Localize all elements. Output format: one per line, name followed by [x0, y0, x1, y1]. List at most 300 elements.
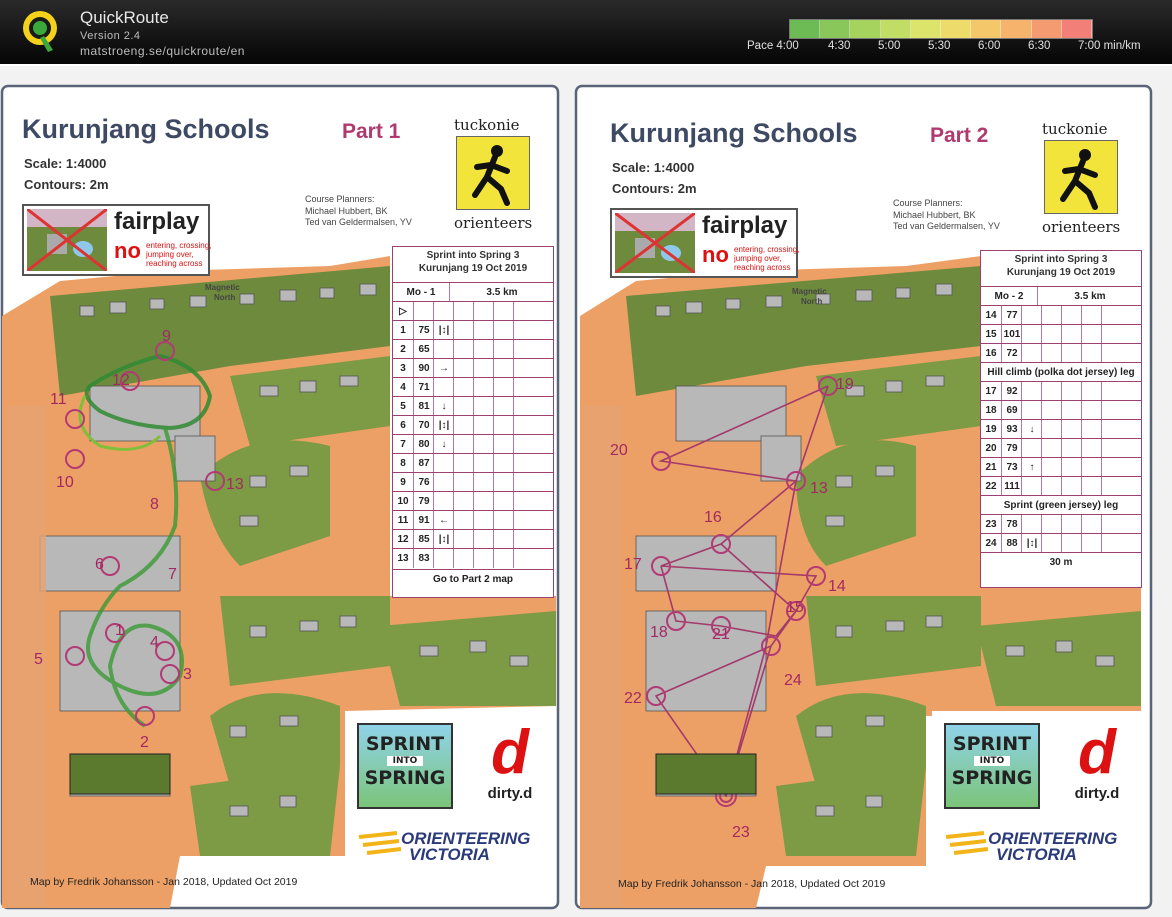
map-title: Kurunjang Schools — [610, 118, 858, 148]
control-label: 17 — [624, 556, 642, 573]
control-row — [393, 301, 553, 321]
control-symbol-cell — [453, 549, 474, 568]
fairplay-box — [22, 204, 210, 276]
control-symbol-cell — [473, 492, 494, 511]
control-symbol-cell — [473, 473, 494, 492]
control-code: 79 — [1001, 439, 1022, 458]
control-symbol-cell — [473, 340, 494, 359]
control-label: 11 — [50, 391, 67, 408]
control-symbol-cell — [513, 530, 554, 549]
control-label: 9 — [162, 328, 171, 345]
control-code: 92 — [1001, 382, 1022, 401]
pace-label: 7:00 min/km — [1078, 40, 1141, 52]
control-symbol-cell — [493, 416, 514, 435]
course-length: 3.5 km — [449, 283, 554, 302]
planner-name: Michael Hubbert, BK — [893, 210, 976, 220]
control-direction: |↕| — [433, 321, 454, 340]
control-code: 91 — [413, 511, 434, 530]
control-direction: ↓ — [1021, 420, 1042, 439]
control-label: 2 — [140, 734, 149, 751]
control-symbol-cell — [1081, 534, 1102, 553]
pace-color-swatch — [820, 20, 850, 38]
planners-label: Course Planners: — [893, 198, 963, 208]
control-symbol-cell — [1061, 325, 1082, 344]
control-row — [393, 415, 553, 435]
sponsor-text: SPRING — [364, 767, 446, 789]
club-name-top: tuckonie — [454, 116, 520, 134]
control-symbol-cell — [513, 302, 554, 321]
ov-text: ORIENTEERING — [988, 829, 1118, 848]
control-symbol-cell — [493, 511, 514, 530]
control-row — [981, 476, 1141, 496]
fairplay-note: jumping over, — [146, 250, 194, 259]
control-symbol-cell — [473, 549, 494, 568]
fairplay-forbidden-icon — [27, 209, 107, 271]
map-scale: Scale: 1:4000 — [24, 156, 107, 171]
control-symbol-cell — [1061, 477, 1082, 496]
control-symbol-cell — [1081, 439, 1102, 458]
control-row — [981, 419, 1141, 439]
control-symbol-cell — [513, 378, 554, 397]
event-name: Sprint into Spring 3 — [1014, 254, 1108, 265]
control-symbol-cell — [513, 511, 554, 530]
pace-color-swatch — [790, 20, 820, 38]
control-code: 93 — [1001, 420, 1022, 439]
control-symbol-cell — [1101, 401, 1142, 420]
control-symbol-cell — [453, 378, 474, 397]
control-direction: ↓ — [433, 435, 454, 454]
control-label: 1 — [115, 622, 124, 639]
control-symbol-cell — [1041, 306, 1062, 325]
fairplay-note: jumping over, — [734, 254, 782, 263]
control-row — [981, 400, 1141, 420]
control-direction — [433, 549, 454, 568]
control-direction — [433, 454, 454, 473]
control-symbol-cell — [1081, 325, 1102, 344]
course-code: Mo - 2 — [994, 291, 1024, 302]
control-number: 19 — [985, 424, 997, 435]
control-symbol-cell — [1061, 534, 1082, 553]
control-symbol-cell — [1041, 439, 1062, 458]
control-row — [393, 453, 553, 473]
pace-label: 5:00 — [878, 40, 901, 52]
control-symbol-cell — [473, 511, 494, 530]
event-name: Sprint into Spring 3 — [426, 250, 520, 261]
pace-color-swatch — [911, 20, 941, 38]
control-symbol-cell — [1061, 382, 1082, 401]
map-footer: Map by Fredrik Johansson - Jan 2018, Updated Oct 2019 — [30, 876, 298, 888]
control-code: 73 — [1001, 458, 1022, 477]
control-direction — [1021, 515, 1042, 534]
sprint-into-spring-logo — [944, 723, 1040, 809]
control-label: 13 — [810, 480, 828, 497]
pace-color-swatch — [1001, 20, 1031, 38]
pace-color-swatch — [881, 20, 911, 38]
control-row — [981, 324, 1141, 344]
control-code: 69 — [1001, 401, 1022, 420]
control-number: 10 — [397, 496, 409, 507]
control-symbol-cell — [453, 302, 474, 321]
app-header — [0, 0, 1172, 64]
app-url[interactable]: matstroeng.se/quickroute/en — [80, 44, 245, 58]
north-label: Magnetic — [792, 287, 827, 296]
control-symbol-cell — [1041, 477, 1062, 496]
control-label: 3 — [183, 666, 192, 683]
control-symbol-cell — [473, 302, 494, 321]
control-row — [393, 396, 553, 416]
pace-color-swatch — [941, 20, 971, 38]
control-row — [393, 339, 553, 359]
map-footer: Map by Fredrik Johansson - Jan 2018, Updated Oct 2019 — [618, 878, 886, 890]
pace-color-swatch — [850, 20, 880, 38]
north-label: North — [214, 293, 236, 302]
control-number: 14 — [985, 310, 997, 321]
control-symbol-cell — [1061, 515, 1082, 534]
control-label: 14 — [828, 578, 846, 595]
control-row — [393, 358, 553, 378]
control-number: 8 — [400, 458, 406, 469]
control-symbol-cell — [1061, 306, 1082, 325]
control-symbol-cell — [513, 321, 554, 340]
control-code: 79 — [413, 492, 434, 511]
control-symbol-cell — [453, 492, 474, 511]
control-code: 70 — [413, 416, 434, 435]
control-symbol-cell — [513, 416, 554, 435]
control-row — [981, 305, 1141, 325]
control-number: 11 — [397, 515, 409, 526]
control-row — [393, 434, 553, 454]
control-label: 23 — [732, 824, 750, 841]
control-code: 85 — [413, 530, 434, 549]
control-symbol-cell — [453, 397, 474, 416]
control-symbol-cell — [473, 454, 494, 473]
pace-color-scale — [789, 19, 1093, 39]
control-symbol-cell — [493, 435, 514, 454]
fairplay-note: reaching across — [734, 263, 791, 272]
pace-label: Pace 4:00 — [747, 40, 799, 52]
sponsor-panel — [345, 711, 552, 871]
control-label: 5 — [34, 651, 43, 668]
fairplay-no: no — [702, 242, 729, 267]
control-direction: ↑ — [1021, 458, 1042, 477]
pace-label: 5:30 — [928, 40, 951, 52]
finish-distance: 30 m — [1049, 557, 1073, 568]
sponsor-text: INTO — [974, 756, 1010, 766]
ov-swoosh-icon — [944, 829, 989, 859]
control-number: 4 — [400, 382, 406, 393]
app-title: QuickRoute — [80, 8, 169, 27]
dirty-d-logo: d dirty.d — [1062, 721, 1132, 802]
control-symbol-cell — [453, 416, 474, 435]
runner-logo-icon — [1044, 140, 1118, 214]
control-symbol-cell — [513, 340, 554, 359]
control-row — [981, 381, 1141, 401]
control-code: 72 — [1001, 344, 1022, 363]
control-code: 71 — [413, 378, 434, 397]
leg-label-hill: Hill climb (polka dot jersey) leg — [987, 367, 1135, 378]
sponsor-text: SPRING — [951, 767, 1033, 789]
control-number: 3 — [400, 363, 406, 374]
control-symbol-cell — [1041, 420, 1062, 439]
ov-swoosh-icon — [357, 829, 402, 859]
control-number: 13 — [397, 553, 409, 564]
runner-logo-icon — [456, 136, 530, 210]
control-symbol-cell — [493, 302, 514, 321]
control-direction: ← — [433, 511, 454, 530]
control-number: 6 — [400, 420, 406, 431]
control-symbol-cell — [513, 549, 554, 568]
control-label: 8 — [150, 496, 159, 513]
course-length: 3.5 km — [1037, 287, 1142, 306]
control-symbol-cell — [493, 492, 514, 511]
control-symbol-cell — [1041, 534, 1062, 553]
pace-color-swatch — [1062, 20, 1092, 38]
control-symbol-cell — [493, 321, 514, 340]
control-symbol-cell — [1061, 420, 1082, 439]
control-code: 101 — [1001, 325, 1022, 344]
fairplay-note: reaching across — [146, 259, 203, 268]
control-label: 7 — [168, 566, 177, 583]
control-symbol-cell — [493, 454, 514, 473]
control-row — [393, 529, 553, 549]
control-row — [981, 514, 1141, 534]
quickroute-logo-icon — [20, 8, 60, 54]
control-symbol-cell — [513, 492, 554, 511]
app-version: Version 2.4 — [80, 30, 141, 42]
planner-name: Ted van Geldermalsen, YV — [893, 221, 1000, 231]
control-code: 90 — [413, 359, 434, 378]
map-sheet-part-2[interactable] — [566, 66, 1172, 917]
control-direction: ↓ — [433, 397, 454, 416]
sponsor-panel — [932, 711, 1139, 871]
control-symbol-cell — [1101, 515, 1142, 534]
control-symbol-cell — [493, 397, 514, 416]
control-symbol-cell — [1081, 477, 1102, 496]
control-direction — [1021, 439, 1042, 458]
map-part: Part 1 — [342, 120, 401, 143]
control-symbol-cell — [1081, 382, 1102, 401]
control-symbol-cell — [1101, 344, 1142, 363]
map-contours: Contours: 2m — [24, 177, 109, 192]
pace-label: 6:30 — [1028, 40, 1051, 52]
control-label: 13 — [226, 476, 244, 493]
control-row — [981, 533, 1141, 553]
fairplay-box — [610, 208, 798, 278]
control-row — [393, 548, 553, 568]
control-number: 24 — [985, 538, 997, 549]
control-symbol-cell — [453, 340, 474, 359]
control-label: 24 — [784, 672, 802, 689]
control-symbol-cell — [453, 321, 474, 340]
fairplay-label: fairplay — [702, 212, 788, 239]
control-row — [981, 457, 1141, 477]
control-label: 6 — [95, 556, 104, 573]
control-direction: |↕| — [1021, 534, 1042, 553]
sponsor-text: SPRINT — [952, 733, 1032, 755]
control-symbol-cell — [1101, 306, 1142, 325]
control-direction — [1021, 344, 1042, 363]
control-row — [393, 320, 553, 340]
control-code: 83 — [413, 549, 434, 568]
control-symbol-cell — [1101, 382, 1142, 401]
control-direction — [433, 340, 454, 359]
ov-text: VICTORIA — [996, 845, 1077, 864]
fairplay-note: entering, crossing, — [734, 245, 800, 254]
control-symbol-cell — [1101, 477, 1142, 496]
dirty-d-text: dirty.d — [1074, 785, 1120, 802]
control-symbol-cell — [453, 435, 474, 454]
control-code — [413, 302, 434, 321]
control-label: 4 — [150, 634, 159, 651]
planner-name: Michael Hubbert, BK — [305, 206, 388, 216]
control-label: 19 — [836, 376, 854, 393]
control-label: 10 — [56, 474, 74, 491]
control-symbol-cell — [473, 321, 494, 340]
control-symbol-cell — [1081, 344, 1102, 363]
control-label: 12 — [112, 372, 130, 389]
control-symbol-cell — [1061, 439, 1082, 458]
control-symbol-cell — [513, 359, 554, 378]
control-symbol-cell — [493, 340, 514, 359]
leg-label-sprint: Sprint (green jersey) leg — [1003, 500, 1119, 511]
control-symbol-cell — [1081, 420, 1102, 439]
control-symbol-cell — [513, 454, 554, 473]
control-symbol-cell — [1041, 325, 1062, 344]
control-code: 111 — [1001, 477, 1022, 496]
control-descriptions — [392, 246, 554, 598]
control-number: 2 — [400, 344, 406, 355]
control-direction — [433, 378, 454, 397]
control-symbol-cell — [1041, 382, 1062, 401]
control-label: 20 — [610, 442, 628, 459]
event-date: Kurunjang 19 Oct 2019 — [1006, 267, 1116, 278]
control-code: 76 — [413, 473, 434, 492]
sponsor-text: INTO — [387, 756, 423, 766]
fairplay-no: no — [114, 238, 141, 263]
planner-name: Ted van Geldermalsen, YV — [305, 217, 412, 227]
control-row — [393, 472, 553, 492]
control-code: 77 — [1001, 306, 1022, 325]
control-symbol-cell — [473, 416, 494, 435]
control-symbol-cell — [453, 530, 474, 549]
control-symbol-cell — [1081, 515, 1102, 534]
map-scale: Scale: 1:4000 — [612, 160, 695, 175]
control-symbol-cell — [1061, 401, 1082, 420]
control-symbol-cell — [473, 359, 494, 378]
control-label: 21 — [712, 626, 730, 643]
control-label: 16 — [704, 509, 722, 526]
control-direction — [1021, 382, 1042, 401]
club-name-bottom: orienteers — [454, 214, 533, 232]
control-symbol-cell — [513, 435, 554, 454]
dirty-d-text: dirty.d — [487, 785, 533, 802]
control-number: 18 — [985, 405, 997, 416]
control-number: 16 — [985, 348, 997, 359]
control-row — [981, 343, 1141, 363]
control-symbol-cell — [1101, 325, 1142, 344]
control-number: 23 — [985, 519, 997, 530]
pace-label: 4:30 — [828, 40, 851, 52]
control-row — [393, 510, 553, 530]
north-label: Magnetic — [205, 283, 240, 292]
planners-label: Course Planners: — [305, 194, 375, 204]
control-direction: |↕| — [433, 416, 454, 435]
control-direction: → — [433, 359, 454, 378]
control-symbol-cell — [453, 454, 474, 473]
control-code: 78 — [1001, 515, 1022, 534]
control-direction: |↕| — [433, 530, 454, 549]
control-direction — [1021, 325, 1042, 344]
control-direction — [433, 302, 454, 321]
control-symbol-cell — [1061, 458, 1082, 477]
control-symbol-cell — [493, 473, 514, 492]
map-title: Kurunjang Schools — [22, 114, 270, 144]
control-code: 80 — [413, 435, 434, 454]
ov-text: VICTORIA — [409, 845, 490, 864]
control-label: 18 — [650, 624, 668, 641]
pace-color-swatch — [971, 20, 1001, 38]
control-direction — [433, 473, 454, 492]
control-label: 15 — [786, 599, 804, 616]
control-symbol-cell — [1101, 420, 1142, 439]
control-number: 7 — [400, 439, 406, 450]
fairplay-forbidden-icon — [615, 213, 695, 273]
map-contours: Contours: 2m — [612, 181, 697, 196]
control-code: 88 — [1001, 534, 1022, 553]
control-symbol-cell — [1081, 306, 1102, 325]
club-name-top: tuckonie — [1042, 120, 1108, 138]
control-symbol-cell — [1041, 458, 1062, 477]
control-symbol-cell — [453, 511, 474, 530]
finish-note: Go to Part 2 map — [432, 574, 513, 585]
control-symbol-cell — [493, 359, 514, 378]
control-direction — [1021, 401, 1042, 420]
control-symbol-cell — [493, 549, 514, 568]
control-symbol-cell — [453, 473, 474, 492]
fairplay-note: entering, crossing, — [146, 241, 212, 250]
control-direction — [1021, 306, 1042, 325]
control-number: 20 — [985, 443, 997, 454]
control-number: 22 — [985, 481, 997, 492]
control-symbol-cell — [1101, 439, 1142, 458]
control-code: 75 — [413, 321, 434, 340]
control-symbol-cell — [473, 530, 494, 549]
control-symbol-cell — [1041, 344, 1062, 363]
control-number: 1 — [400, 325, 406, 336]
control-symbol-cell — [1041, 401, 1062, 420]
control-direction — [1021, 477, 1042, 496]
control-code: 81 — [413, 397, 434, 416]
control-symbol-cell — [513, 473, 554, 492]
control-number: 9 — [400, 477, 406, 488]
sprint-into-spring-logo — [357, 723, 453, 809]
control-number: 17 — [985, 386, 997, 397]
control-symbol-cell — [473, 435, 494, 454]
control-symbol-cell — [473, 378, 494, 397]
control-symbol-cell — [453, 359, 474, 378]
control-symbol-cell — [493, 530, 514, 549]
control-descriptions — [980, 250, 1142, 588]
pace-color-swatch — [1032, 20, 1062, 38]
control-row — [393, 491, 553, 511]
map-sheet-part-1[interactable] — [0, 66, 566, 917]
event-date: Kurunjang 19 Oct 2019 — [418, 263, 528, 274]
control-symbol-cell — [1081, 401, 1102, 420]
fairplay-label: fairplay — [114, 208, 200, 235]
control-direction — [433, 492, 454, 511]
control-symbol-cell — [513, 397, 554, 416]
pace-label: 6:00 — [978, 40, 1001, 52]
